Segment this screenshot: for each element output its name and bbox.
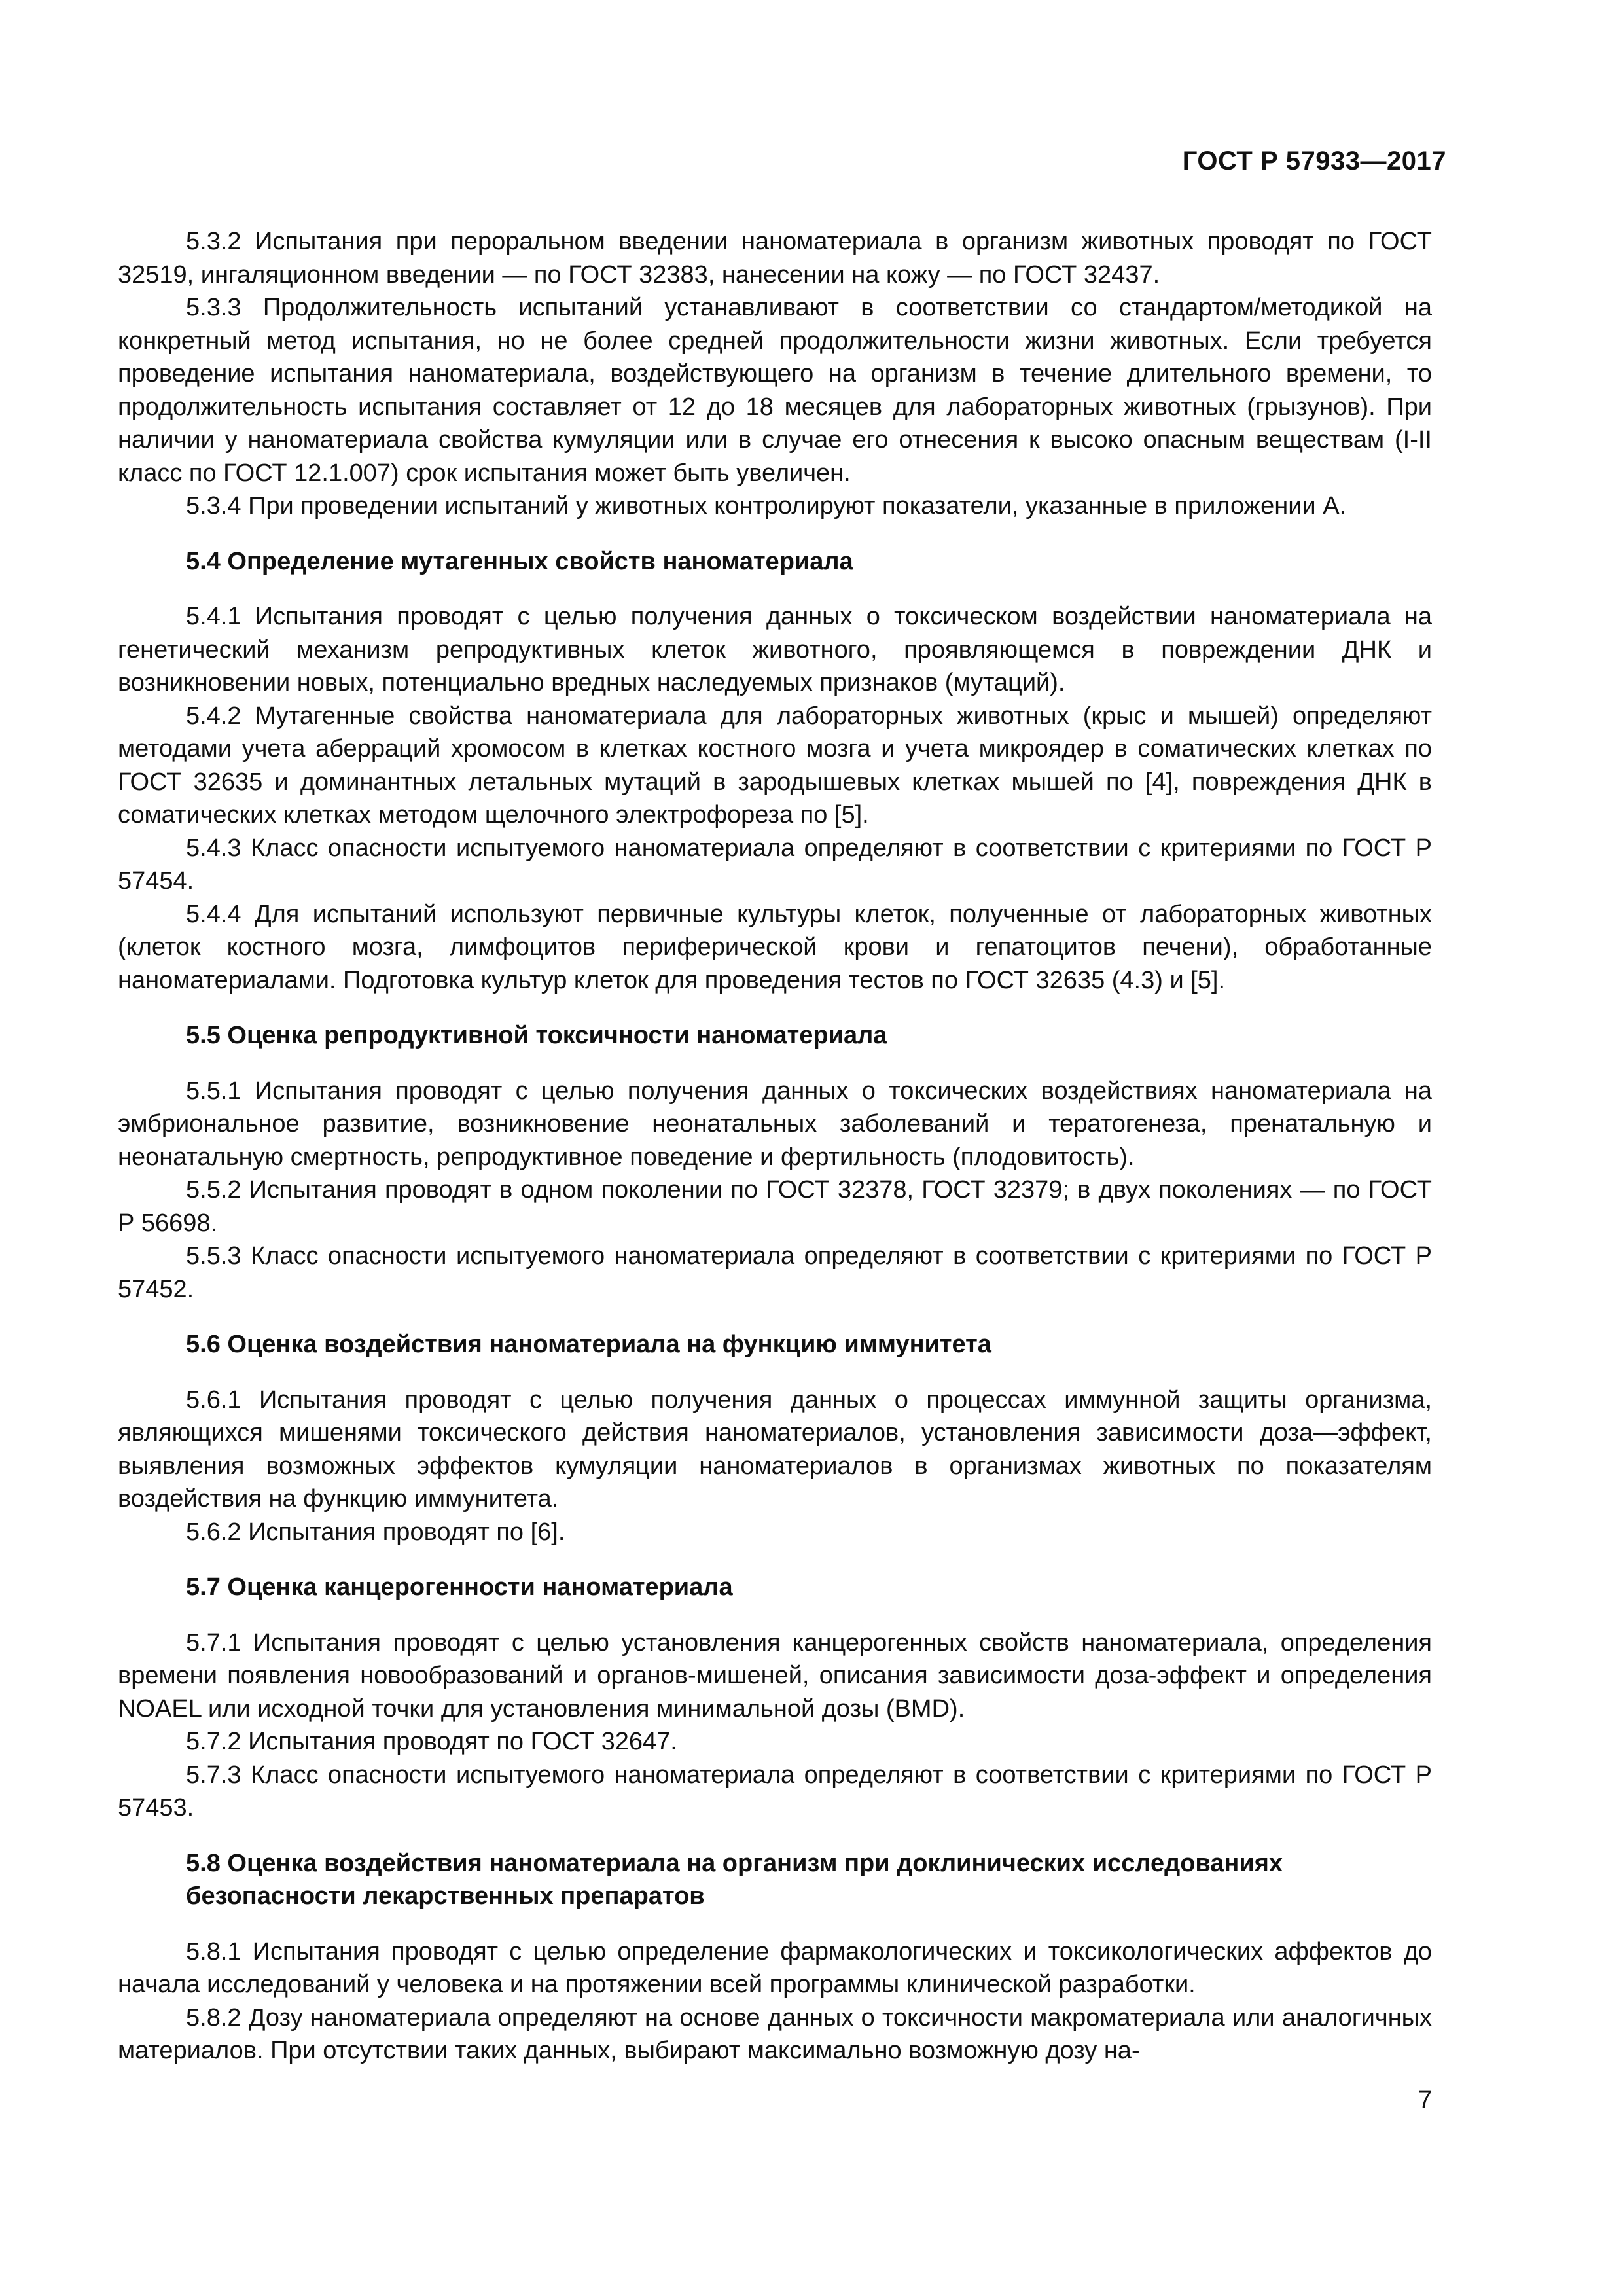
section-heading-5-5: 5.5 Оценка репродуктивной токсичности наноматериала [186, 1022, 887, 1049]
section-heading-5-4: 5.4 Определение мутагенных свойств наноматериала [186, 547, 853, 575]
paragraph-5-5-3: 5.5.3 Класс опасности испытуемого наноматериала определяют в соответствии с критериями по ГОСТ Р 57452. [118, 1242, 1432, 1303]
section-heading-5-8: 5.8 Оценка воздействия наноматериала на организм при доклинических исследованиях безопасности лекарственных препаратов [186, 1849, 1283, 1910]
paragraph-5-7-3: 5.7.3 Класс опасности испытуемого наноматериала определяют в соответствии с критериями по ГОСТ Р 57453. [118, 1761, 1432, 1821]
paragraph-5-3-4: 5.3.4 При проведении испытаний у животных контролируют показатели, указанные в приложении А. [186, 492, 1347, 520]
document-body [118, 225, 1432, 2068]
paragraph-5-6-1: 5.6.1 Испытания проводят с целью получения данных о процессах иммунной защиты организма, являющихся мишенями токсического действия наноматериалов, установления зависимости доза—эффект, выявления возможных эффектов кумуляции наноматериалов в организмах животных по показателям воздействия на функцию иммунитета. [118, 1386, 1432, 1513]
document-header: ГОСТ Р 57933—2017 [1182, 147, 1446, 175]
paragraph-5-3-2: 5.3.2 Испытания при пероральном введении наноматериала в организм животных проводят по ГОСТ 32519, ингаляционном введении — по ГОСТ 32383, нанесении на кожу — по ГОСТ 32437. [118, 228, 1432, 289]
section-heading-5-7: 5.7 Оценка канцерогенности наноматериала [186, 1573, 733, 1601]
paragraph-5-4-3: 5.4.3 Класс опасности испытуемого наноматериала определяют в соответствии с критериями по ГОСТ Р 57454. [118, 834, 1432, 895]
paragraph-5-7-2: 5.7.2 Испытания проводят по ГОСТ 32647. [186, 1728, 677, 1755]
paragraph-5-3-3: 5.3.3 Продолжительность испытаний устанавливают в соответствии со стандартом/методикой на конкретный метод испытания, но не более средней продолжительности жизни животных. Если требуется проведение испытания наноматериала, воздействующего на организм в течение длительного времени, то продолжительность испытания составляет от 12 до 18 месяцев для лабораторных животных (грызунов). При наличии у наноматериала свойства кумуляции или в случае его отнесения к высоко опасным веществам (I-II класс по ГОСТ 12.1.007) срок испытания может быть увеличен. [118, 294, 1432, 487]
paragraph-5-8-2: 5.8.2 Дозу наноматериала определяют на основе данных о токсичности макроматериала или аналогичных материалов. При отсутствии таких данных, выбирают максимально возможную дозу на- [118, 2003, 1432, 2064]
paragraph-5-4-1: 5.4.1 Испытания проводят с целью получения данных о токсическом воздействии наноматериала на генетический механизм репродуктивных клеток животного, проявляющемся в повреждении ДНК и возникновении новых, потенциально вредных наследуемых признаков (мутаций). [118, 603, 1432, 696]
page-number: 7 [1418, 2087, 1432, 2114]
paragraph-5-4-2: 5.4.2 Мутагенные свойства наноматериала для лабораторных животных (крыс и мышей) определяют методами учета аберраций хромосом в клетках костного мозга и учета микроядер в соматических клетках по ГОСТ 32635 и доминантных летальных мутаций в зародышевых клетках мышей по [4], повреждения ДНК в соматических клетках методом щелочного электрофореза по [5]. [118, 702, 1432, 829]
paragraph-5-5-2: 5.5.2 Испытания проводят в одном поколении по ГОСТ 32378, ГОСТ 32379; в двух поколениях — по ГОСТ Р 56698. [118, 1176, 1432, 1237]
paragraph-5-8-1: 5.8.1 Испытания проводят с целью определение фармакологических и токсикологических аффектов до начала исследований у человека и на протяжении всей программы клинической разработки. [118, 1937, 1432, 1998]
paragraph-5-5-1: 5.5.1 Испытания проводят с целью получения данных о токсических воздействиях наноматериала на эмбриональное развитие, возникновение неонатальных заболеваний и тератогенеза, пренатальную и неонатальную смертность, репродуктивное поведение и фертильность (плодовитость). [118, 1077, 1432, 1171]
paragraph-5-6-2: 5.6.2 Испытания проводят по [6]. [186, 1518, 565, 1546]
section-heading-5-6: 5.6 Оценка воздействия наноматериала на функцию иммунитета [186, 1331, 991, 1358]
paragraph-5-7-1: 5.7.1 Испытания проводят с целью установления канцерогенных свойств наноматериала, определения времени появления новообразований и органов-мишеней, описания зависимости доза-эффект и определения NOAEL или исходной точки для установления минимальной дозы (BMD). [118, 1628, 1432, 1723]
paragraph-5-4-4: 5.4.4 Для испытаний используют первичные культуры клеток, полученные от лабораторных животных (клеток костного мозга, лимфоцитов периферической крови и гепатоцитов печени), обработанные наноматериалами. Подготовка культур клеток для проведения тестов по ГОСТ 32635 (4.3) и [5]. [118, 900, 1432, 994]
